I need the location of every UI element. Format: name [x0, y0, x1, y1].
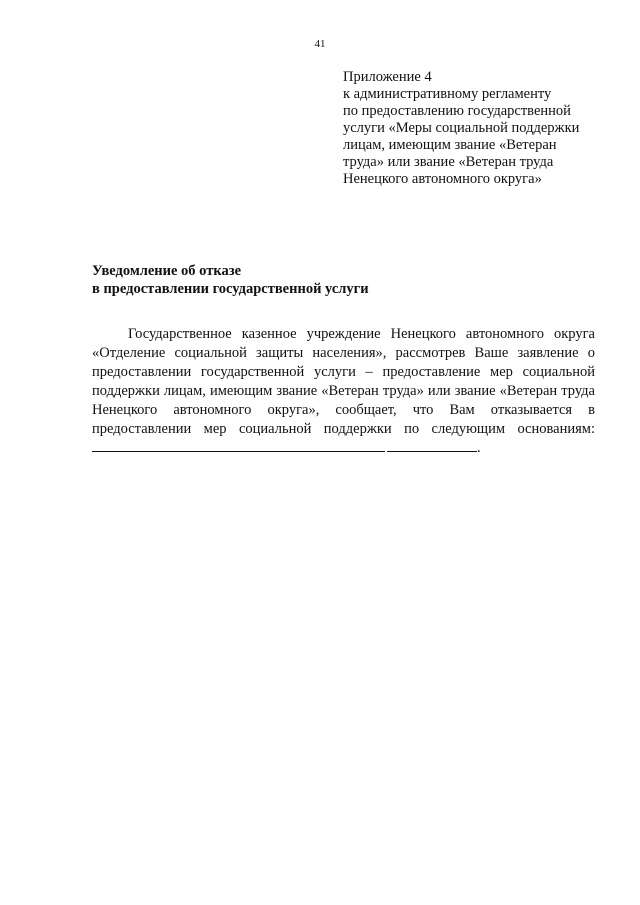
title-line-1: Уведомление об отказе: [92, 263, 242, 279]
end-punctuation: .: [477, 440, 481, 456]
page-number: 41: [314, 38, 326, 50]
appendix-line: Ненецкого автономного округа»: [343, 171, 542, 187]
appendix-line: труда» или звание «Ветеран труда: [343, 154, 554, 170]
appendix-line: к административному регламенту: [343, 86, 552, 102]
appendix-line: лицам, имеющим звание «Ветеран: [343, 137, 557, 153]
appendix-line: по предоставлению государственной: [343, 103, 571, 119]
document-title: [92, 262, 572, 298]
appendix-line: услуги «Меры социальной поддержки: [343, 120, 580, 136]
reasons-blank-line[interactable]: [92, 439, 385, 452]
appendix-line: Приложение 4: [343, 69, 432, 85]
notice-body: [92, 325, 595, 458]
notice-text: Государственное казенное учреждение Ненецкого автономного округа «Отделение социальной защиты населения», рассмотрев Ваше заявление о предоставлении государственной услуги – предоставление мер социальной поддержки лицам, имеющим звание «Ветеран труда» или звание «Ветеран труда Ненецкого автономного округа», сообщает, что Вам отказывается в предоставлении мер социальной поддержки по следующим основаниям:: [92, 326, 595, 437]
title-line-2: в предоставлении государственной услуги: [92, 281, 369, 297]
appendix-header: [343, 69, 603, 188]
reasons-blank-line-end[interactable]: [387, 439, 477, 452]
